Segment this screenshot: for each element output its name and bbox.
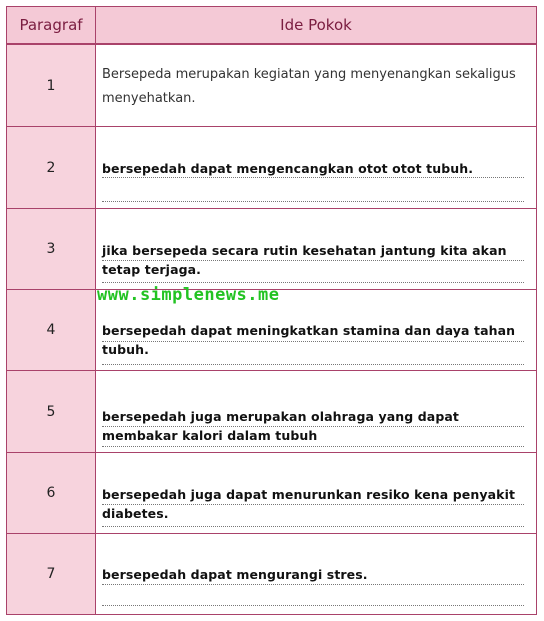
main-idea-table [6,6,537,615]
dotted-line [102,504,524,505]
header-paragraph: Paragraf [7,7,96,43]
dotted-line [102,605,524,606]
main-idea-cell [96,534,536,614]
row-number: 4 [7,290,96,370]
main-idea-cell [96,209,536,289]
dotted-line [102,426,524,427]
row-number: 2 [7,127,96,208]
table-row [7,127,536,209]
row-number: 6 [7,453,96,533]
row-number: 1 [7,45,96,126]
dotted-line [102,201,524,202]
dotted-line [102,446,524,447]
row-number: 7 [7,534,96,614]
main-idea-cell [96,453,536,533]
dotted-line [102,364,524,365]
main-idea-text: Bersepeda merupakan kegiatan yang menyenangkan sekaligus menyehatkan. [102,67,516,106]
dotted-line [102,526,524,527]
main-idea-text: bersepedah juga dapat menurunkan resiko kena penyakit diabetes. [102,487,516,521]
dotted-line [102,282,524,283]
row-number: 3 [7,209,96,289]
main-idea-cell [96,371,536,452]
main-idea-cell [96,45,536,126]
dotted-line [102,584,524,585]
header-main-idea: Ide Pokok [96,7,536,43]
dotted-line [102,260,524,261]
main-idea-text: bersepedah dapat mengurangi stres. [102,567,368,582]
table-row [7,209,536,290]
watermark-url: www.simplenews.me [97,285,280,305]
table-row [7,371,536,453]
table-row [7,534,536,614]
dotted-line [102,177,524,178]
main-idea-cell [96,127,536,208]
dotted-line [102,341,524,342]
table-row [7,453,536,534]
main-idea-text: bersepedah dapat mengencangkan otot otot tubuh. [102,161,474,176]
table-row [7,45,536,127]
main-idea-text: bersepedah juga merupakan olahraga yang dapat membakar kalori dalam tubuh [102,409,459,443]
table-header-row [7,7,536,45]
main-idea-text: jika bersepeda secara rutin kesehatan jantung kita akan tetap terjaga. [102,243,507,277]
row-number: 5 [7,371,96,452]
main-idea-text: bersepedah dapat meningkatkan stamina dan daya tahan tubuh. [102,323,516,357]
